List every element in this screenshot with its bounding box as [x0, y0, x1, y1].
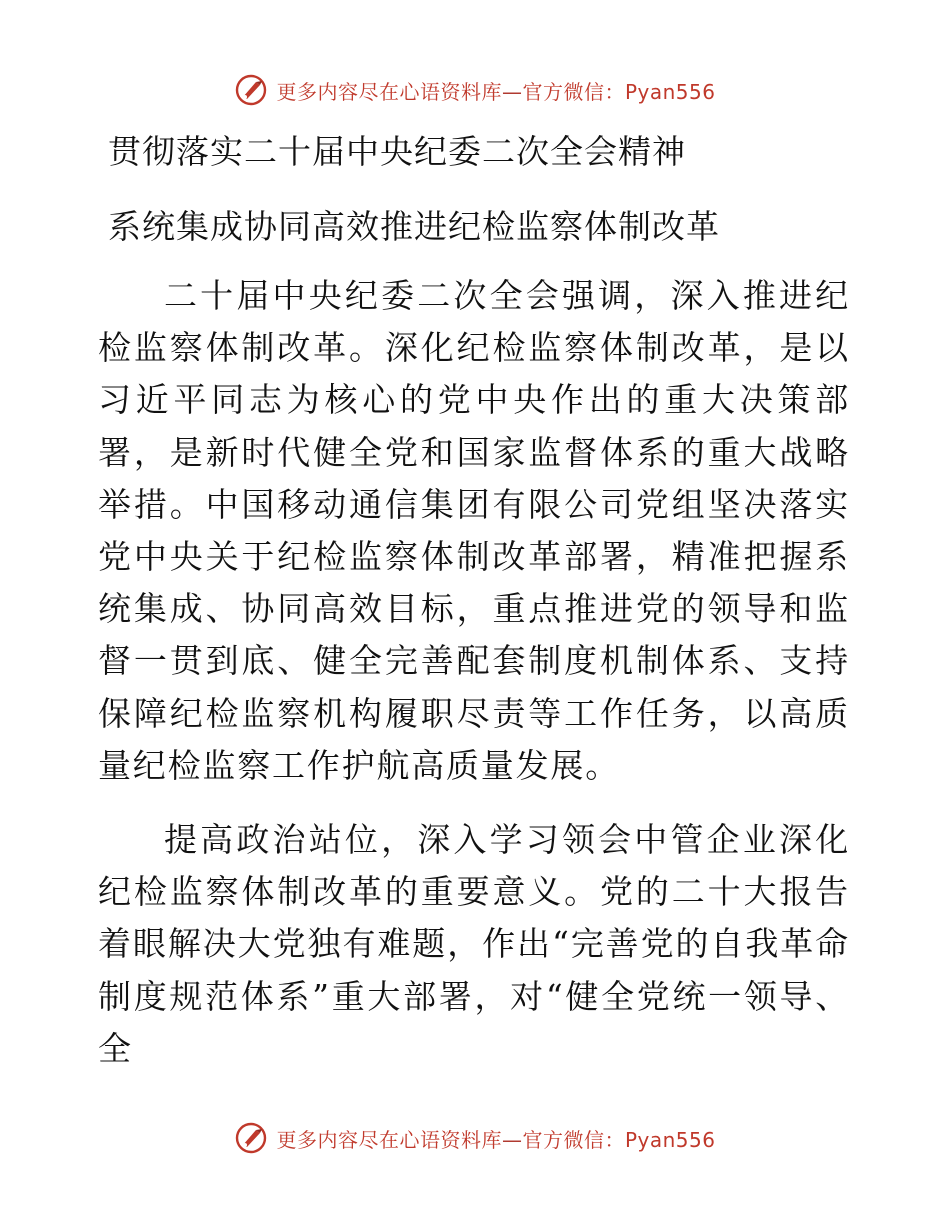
body-text: [98, 270, 850, 1075]
logo-icon: [234, 1121, 268, 1155]
watermark-wechat: 官方微信：Pyan556: [522, 79, 716, 104]
watermark-dash: —: [501, 1127, 523, 1152]
header-watermark: [0, 70, 950, 110]
watermark-dash: —: [501, 79, 523, 104]
title-line-2: 系统集成协同高效推进纪检监察体制改革: [108, 207, 720, 246]
watermark-text: 更多内容尽在心语资料库: [276, 79, 502, 104]
footer-watermark: [0, 1118, 950, 1158]
title-line-1: 贯彻落实二十届中央纪委二次全会精神: [108, 132, 686, 171]
paragraph: 提高政治站位，深入学习领会中管企业深化纪检监察体制改革的重要意义。党的二十大报告着眼解决大党独有难题，作出“完善党的自我革命制度规范体系”重大部署，对“健全党统一领导、全: [98, 820, 850, 1068]
watermark-text: 更多内容尽在心语资料库: [276, 1127, 502, 1152]
paragraph: 二十届中央纪委二次全会强调，深入推进纪检监察体制改革。深化纪检监察体制改革，是以习近平同志为核心的党中央作出的重大决策部署，是新时代健全党和国家监督体系的重大战略举措。中国移动通信集团有限公司党组坚决落实党中央关于纪检监察体制改革部署，精准把握系统集成、协同高效目标，重点推进党的领导和监督一贯到底、健全完善配套制度机制体系、支持保障纪检监察机构履职尽责等工作任务，以高质量纪检监察工作护航高质量发展。: [98, 276, 850, 785]
watermark-wechat: 官方微信：Pyan556: [522, 1127, 716, 1152]
logo-icon: [234, 73, 268, 107]
